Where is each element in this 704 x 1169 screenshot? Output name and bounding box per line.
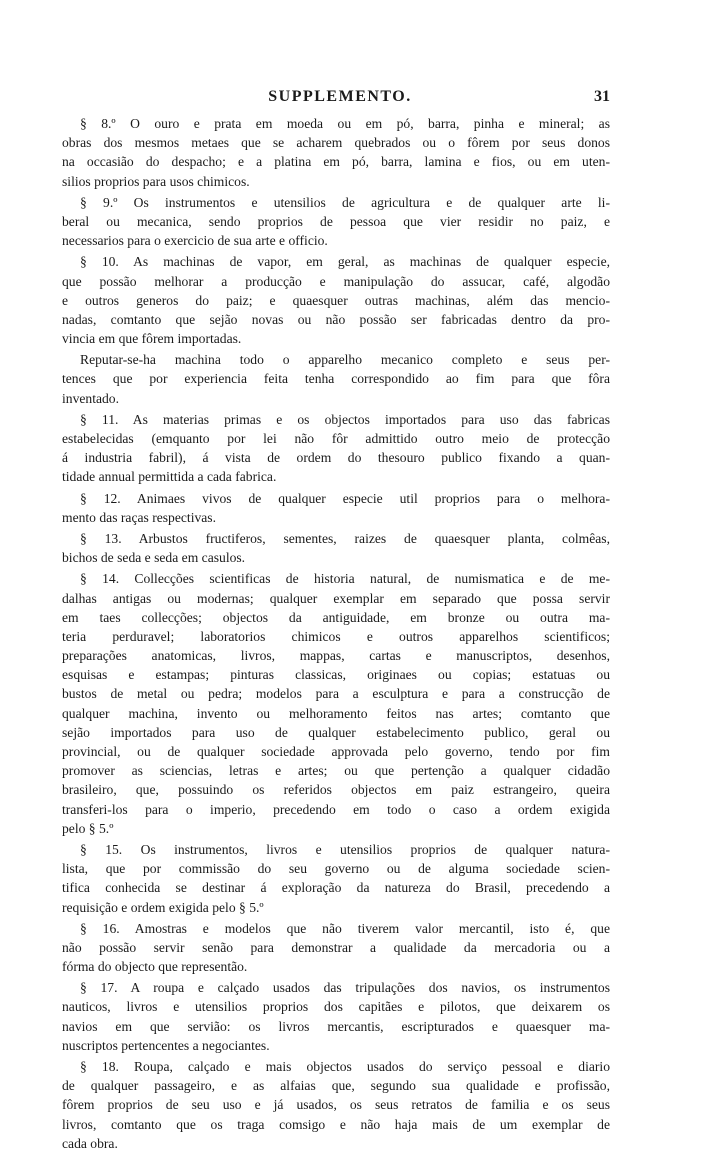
text-line: § 12. Animaes vivos de qualquer especie util proprios para o melhora- bbox=[80, 490, 610, 506]
text-line: de qualquer passageiro, e as alfaias que, segundo sua qualidade e profissão, bbox=[62, 1078, 610, 1094]
paragraph-section-11 bbox=[62, 410, 610, 487]
text-line: Reputar-se-ha machina todo o apparelho mecanico completo e seus per- bbox=[80, 352, 610, 368]
body-text bbox=[62, 114, 610, 1155]
text-line: tidade annual permittida a cada fabrica. bbox=[62, 469, 277, 485]
paragraph-section-12 bbox=[62, 489, 610, 527]
text-line: teria perduravel; laboratorios chimicos e outros apparelhos scientificos; bbox=[62, 628, 610, 644]
text-line: fôrem proprios de seu uso e já usados, os seus retratos de familia e os seus bbox=[62, 1097, 610, 1113]
text-line: nuscriptos pertencentes a negociantes. bbox=[62, 1037, 270, 1053]
paragraph-section-14 bbox=[62, 569, 610, 838]
text-line: nadas, comtanto que sejão novas ou não possão ser fabricadas dentro da pro- bbox=[62, 311, 610, 327]
paragraph-machine-definition bbox=[62, 350, 610, 408]
text-line: provincial, ou de qualquer sociedade approvada pelo governo, tendo por fim bbox=[62, 744, 610, 759]
text-line: bustos de metal ou pedra; modelos para a esculptura e para a construcção de bbox=[62, 686, 610, 702]
text-line: tifica conhecida se destinar á exploração da natureza do Brasil, precedendo a bbox=[62, 880, 610, 896]
text-line: necessarios para o exercicio de sua arte e officio. bbox=[62, 233, 328, 249]
text-line: § 14. Collecções scientificas de historia natural, de numismatica e de me- bbox=[80, 571, 610, 587]
text-line: cada obra. bbox=[62, 1135, 118, 1151]
paragraph-section-13 bbox=[62, 529, 610, 567]
text-line: fórma do objecto que representão. bbox=[62, 959, 248, 975]
text-line: tences que por experiencia feita tenha correspondido ao fim para que fôra bbox=[62, 371, 610, 387]
text-line: § 17. A roupa e calçado usados das tripulações dos navios, os instrumentos bbox=[80, 980, 610, 996]
text-line: beral ou mecanica, sendo proprios de pessoa que vier residir no paiz, e bbox=[62, 213, 610, 229]
text-line: dalhas antigas ou modernas; qualquer exemplar em separado que possa servir bbox=[62, 590, 610, 606]
text-line: qualquer machina, invento ou melhoramento feitos nas artes; comtanto que bbox=[62, 705, 610, 721]
paragraph-section-15 bbox=[62, 840, 610, 917]
text-line: não possão servir senão para demonstrar a qualidade da mercadoria ou a bbox=[62, 939, 610, 955]
text-line: § 16. Amostras e modelos que não tiverem valor mercantil, isto é, que bbox=[80, 920, 610, 936]
text-line: requisição e ordem exigida pelo § 5.º bbox=[62, 899, 264, 915]
text-line: navios em que servião: os livros mercantis, escripturados e quaesquer ma- bbox=[62, 1018, 610, 1034]
text-line: § 18. Roupa, calçado e mais objectos usados do serviço pessoal e diario bbox=[80, 1059, 610, 1074]
text-line: lista, que por commissão do seu governo ou de alguma sociedade scien- bbox=[62, 861, 610, 877]
text-line: na occasião do despacho; e a platina em pó, barra, lamina e fios, ou em uten- bbox=[62, 154, 610, 170]
text-line: que possão melhorar a producção e manipulação do assucar, café, algodão bbox=[62, 273, 610, 289]
text-line: promover as sciencias, letras e artes; ou que pertenção a qualquer cidadão bbox=[62, 763, 610, 779]
running-title: SUPPLEMENTO. bbox=[268, 88, 412, 105]
text-line: pelo § 5.º bbox=[62, 820, 114, 836]
paragraph-section-17 bbox=[62, 978, 610, 1055]
page-number: 31 bbox=[594, 88, 610, 105]
text-line: mento das raças respectivas. bbox=[62, 509, 216, 525]
text-line: obras dos mesmos metaes que se acharem quebrados ou o fôrem por seus donos bbox=[62, 135, 610, 151]
paragraph-section-16 bbox=[62, 919, 610, 977]
paragraph-section-8 bbox=[62, 114, 610, 191]
text-line: e outros generos do paiz; e quaesquer outras machinas, além das mencio- bbox=[62, 292, 610, 308]
text-line: § 15. Os instrumentos, livros e utensilios proprios de qualquer natura- bbox=[80, 841, 610, 857]
text-line: preparações anatomicas, livros, mappas, cartas e manuscriptos, desenhos, bbox=[62, 648, 610, 664]
paragraph-section-18 bbox=[62, 1057, 610, 1153]
text-line: á industria fabril), á vista de ordem do thesouro publico fixando a quan- bbox=[62, 450, 610, 466]
text-line: esquisas e estampas; pinturas classicas, originaes ou copias; estatuas ou bbox=[62, 667, 610, 683]
text-line: § 8.º O ouro e prata em moeda ou em pó, barra, pinha e mineral; as bbox=[80, 116, 610, 131]
text-line: brasileiro, que, possuindo os referidos objectos em paiz estrangeiro, queira bbox=[62, 782, 610, 798]
text-line: em taes collecções; objectos da antiguidade, em bronze ou outra ma- bbox=[62, 609, 610, 625]
text-line: vincia em que fôrem importadas. bbox=[62, 331, 242, 347]
text-line: nauticos, livros e utensilios proprios dos capitães e pilotos, que deixarem os bbox=[62, 999, 610, 1015]
text-line: bichos de seda e seda em casulos. bbox=[62, 550, 246, 566]
text-line: transferi-los para o imperio, precedendo em todo o caso a ordem exigida bbox=[62, 801, 610, 817]
text-line: silios proprios para usos chimicos. bbox=[62, 173, 250, 189]
text-line: livros, comtanto que os traga comsigo e não haja mais de um exemplar de bbox=[62, 1116, 610, 1132]
page-header bbox=[60, 88, 608, 110]
paragraph-section-10 bbox=[62, 252, 610, 348]
text-line: § 11. As materias primas e os objectos importados para uso das fabricas bbox=[80, 411, 610, 427]
text-line: § 10. As machinas de vapor, em geral, as machinas de qualquer especie, bbox=[80, 254, 610, 270]
text-line: § 9.º Os instrumentos e utensilios de agricultura e de qualquer arte li- bbox=[80, 194, 610, 210]
text-line: estabelecidas (emquanto por lei não fôr admittido outro meio de protecção bbox=[62, 431, 610, 446]
text-line: sejão importados para uso de qualquer estabelecimento publico, geral ou bbox=[62, 724, 610, 740]
text-line: inventado. bbox=[62, 390, 120, 406]
paragraph-section-9 bbox=[62, 193, 610, 251]
text-line: § 13. Arbustos fructiferos, sementes, raizes de quaesquer planta, colmêas, bbox=[80, 530, 610, 546]
